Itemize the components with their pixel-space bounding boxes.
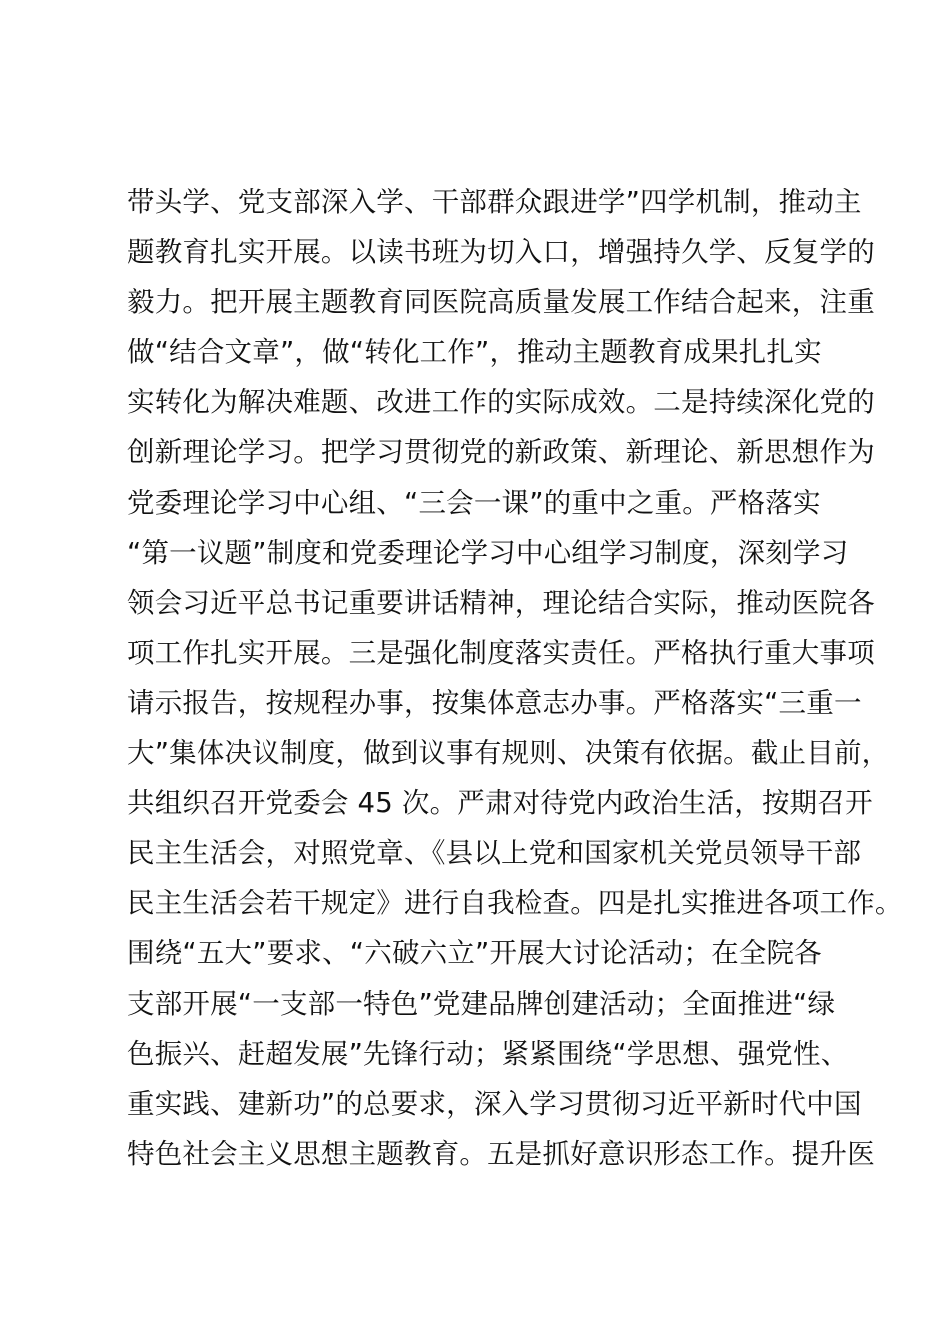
text-line: 民主生活会若干规定》进行自我检查。四是扎实推进各项工作。 xyxy=(127,887,903,920)
text-line: 共组织召开党委会 45 次。严肃对待党内政治生活，按期召开 xyxy=(127,787,873,820)
text-line: 毅力。把开展主题教育同医院高质量发展工作结合起来，注重 xyxy=(127,286,875,319)
text-line: 实转化为解决难题、改进工作的实际成效。二是持续深化党的 xyxy=(127,386,875,419)
text-line: 做“结合文章”，做“转化工作”，推动主题教育成果扎扎实 xyxy=(127,336,822,369)
text-line: 色振兴、赶超发展”先锋行动；紧紧围绕“学思想、强党性、 xyxy=(127,1037,849,1070)
text-line: 党委理论学习中心组、“三会一课”的重中之重。严格落实 xyxy=(127,486,821,519)
text-line: 题教育扎实开展。以读书班为切入口，增强持久学、反复学的 xyxy=(127,236,875,269)
text-line: 围绕“五大”要求、“六破六立”开展大讨论活动；在全院各 xyxy=(127,937,822,970)
text-line: 重实践、建新功”的总要求，深入学习贯彻习近平新时代中国 xyxy=(127,1087,862,1120)
text-line: 领会习近平总书记重要讲话精神，理论结合实际，推动医院各 xyxy=(127,586,875,619)
text-line: 带头学、党支部深入学、干部群众跟进学”四学机制，推动主 xyxy=(127,186,862,218)
text-line: 项工作扎实开展。三是强化制度落实责任。严格执行重大事项 xyxy=(127,636,875,669)
text-line: 特色社会主义思想主题教育。五是抓好意识形态工作。提升医 xyxy=(127,1137,875,1170)
text-line: 创新理论学习。把学习贯彻党的新政策、新理论、新思想作为 xyxy=(127,436,875,469)
text-line: “第一议题”制度和党委理论学习中心组学习制度，深刻学习 xyxy=(127,536,849,569)
text-line: 大”集体决议制度，做到议事有规则、决策有依据。截止目前， xyxy=(127,737,890,770)
body-text xyxy=(127,177,903,1179)
text-line: 支部开展“一支部一特色”党建品牌创建活动；全面推进“绿 xyxy=(127,987,836,1020)
text-line: 民主生活会，对照党章、《县以上党和国家机关党员领导干部 xyxy=(127,837,862,870)
text-line: 请示报告，按规程办事，按集体意志办事。严格落实“三重一 xyxy=(127,686,862,719)
